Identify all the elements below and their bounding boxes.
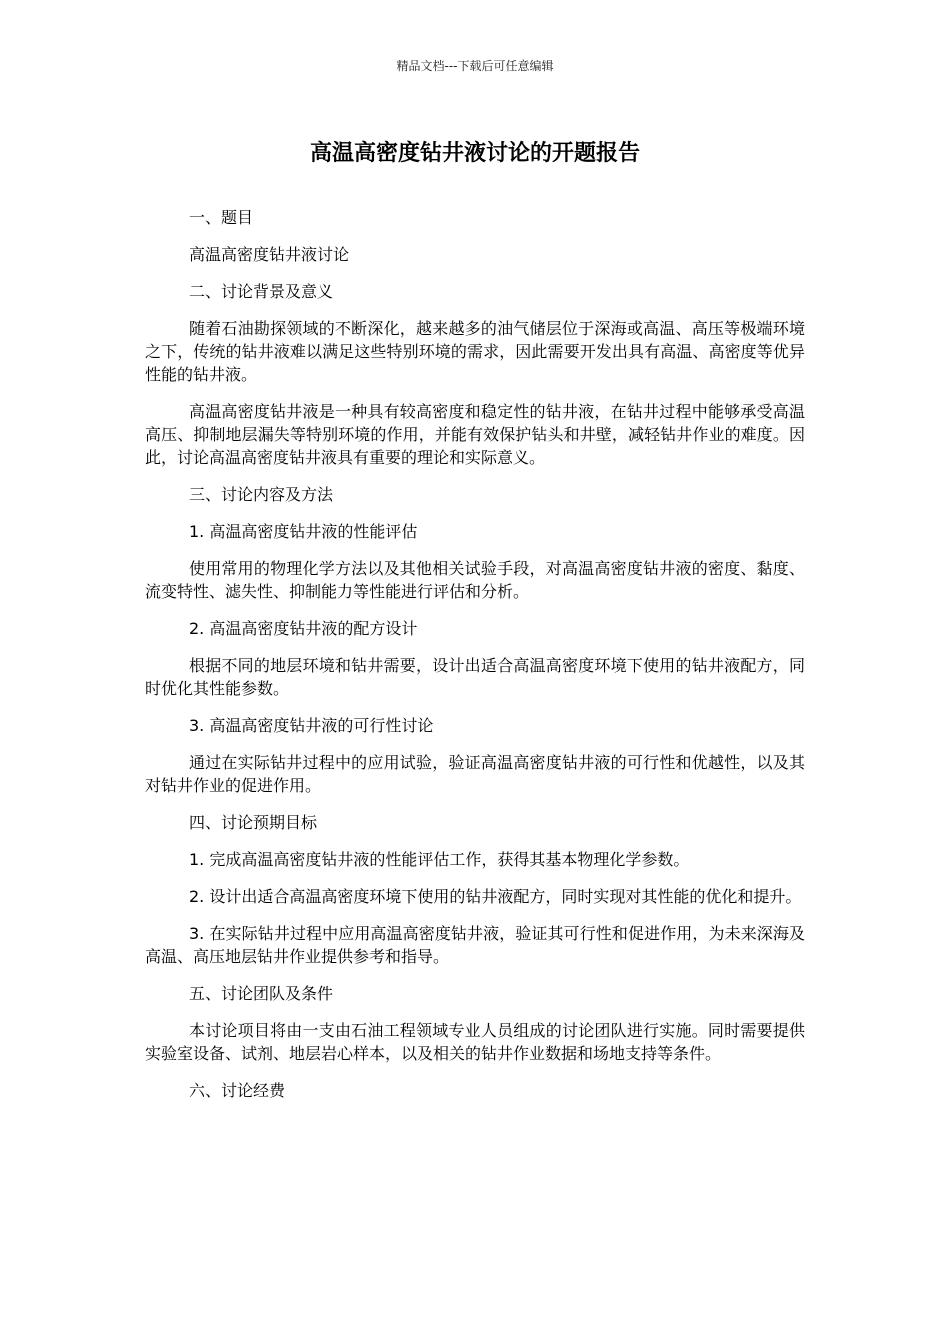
- section-heading-team: 五、讨论团队及条件: [189, 984, 334, 1003]
- body-paragraph: 随着石油勘探领域的不断深化，越来越多的油气储层位于深海或高温、高压等极端环境之下，传统的钻井液难以满足这些特别环境的需求，因此需要开发出具有高温、高密度等优异性能的钻井液。: [145, 319, 805, 384]
- section-heading-goals: 四、讨论预期目标: [189, 813, 318, 832]
- section-heading-background: 二、讨论背景及意义: [189, 282, 334, 301]
- list-item: 2. 设计出适合高温高密度环境下使用的钻井液配方，同时实现对其性能的优化和提升。: [189, 887, 802, 906]
- document-body: [145, 206, 805, 1116]
- document-title: 高温高密度钻井液讨论的开题报告: [309, 141, 640, 166]
- subheading: 1. 高温高密度钻井液的性能评估: [189, 522, 418, 541]
- header-note: 精品文档---下载后可任意编辑: [396, 59, 554, 73]
- subheading: 3. 高温高密度钻井液的可行性讨论: [189, 716, 434, 735]
- body-paragraph: 根据不同的地层环境和钻井需要，设计出适合高温高密度环境下使用的钻井液配方，同时优化其性能参数。: [145, 656, 805, 698]
- body-paragraph: 使用常用的物理化学方法以及其他相关试验手段，对高温高密度钻井液的密度、黏度、流变特性、滤失性、抑制能力等性能进行评估和分析。: [145, 559, 805, 601]
- section-heading-content-methods: 三、讨论内容及方法: [189, 485, 334, 504]
- body-paragraph: 本讨论项目将由一支由石油工程领域专业人员组成的讨论团队进行实施。同时需要提供实验室设备、试剂、地层岩心样本，以及相关的钻井作业数据和场地支持等条件。: [145, 1021, 805, 1063]
- subheading: 2. 高温高密度钻井液的配方设计: [189, 619, 418, 638]
- list-item: 3. 在实际钻井过程中应用高温高密度钻井液，验证其可行性和促进作用，为未来深海及高温、高压地层钻井作业提供参考和指导。: [145, 924, 805, 966]
- topic-text: 高温高密度钻井液讨论: [189, 245, 350, 264]
- body-paragraph: 高温高密度钻井液是一种具有较高密度和稳定性的钻井液，在钻井过程中能够承受高温高压、抑制地层漏失等特别环境的作用，并能有效保护钻头和井壁，减轻钻井作业的难度。因此，讨论高温高密度钻井液具有重要的理论和实际意义。: [145, 402, 805, 467]
- section-heading-topic: 一、题目: [189, 208, 254, 227]
- section-heading-funding: 六、讨论经费: [189, 1081, 286, 1100]
- body-paragraph: 通过在实际钻井过程中的应用试验，验证高温高密度钻井液的可行性和优越性，以及其对钻井作业的促进作用。: [145, 753, 805, 795]
- list-item: 1. 完成高温高密度钻井液的性能评估工作，获得其基本物理化学参数。: [189, 850, 690, 869]
